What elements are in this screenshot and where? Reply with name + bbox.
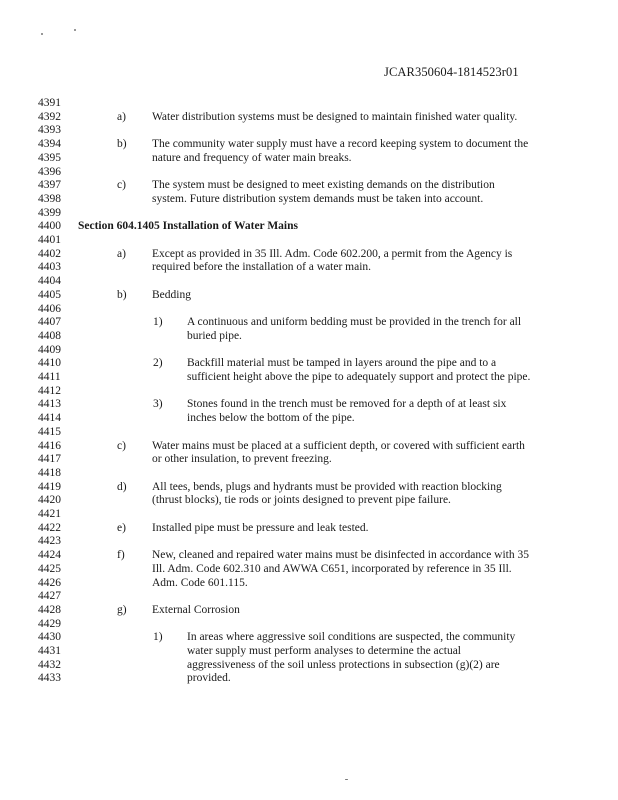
line-number: 4430	[38, 631, 61, 644]
item-text-line: sufficient height above the pipe to adequately support and protect the pipe.	[187, 371, 531, 383]
line-number: 4396	[38, 165, 61, 178]
item-text-line: The system must be designed to meet existing demands on the distribution	[152, 179, 495, 192]
line-number: 4401	[38, 234, 61, 246]
line-number: 4414	[38, 412, 61, 425]
item-text-line: or other insulation, to prevent freezing.	[152, 453, 332, 466]
line-number: 4398	[38, 192, 61, 205]
item-text-line: The community water supply must have a record keeping system to document the	[152, 138, 529, 151]
item-text-line: External Corrosion	[152, 603, 240, 616]
item-label: b)	[117, 138, 127, 151]
line-number: 4431	[38, 645, 61, 657]
item-label: b)	[117, 288, 127, 301]
line-number: 4406	[38, 302, 61, 315]
item-label: d)	[117, 480, 127, 493]
item-text-line: provided.	[187, 672, 231, 685]
line-number: 4393	[38, 124, 61, 137]
item-text-line: Installed pipe must be pressure and leak tested.	[152, 521, 369, 534]
scan-speck	[41, 33, 43, 35]
scan-speck	[74, 29, 76, 31]
item-label: c)	[117, 439, 126, 452]
line-number: 4407	[38, 316, 61, 329]
item-text-line: New, cleaned and repaired water mains must be disinfected in accordance with 35	[152, 549, 530, 562]
item-text-line: (thrust blocks), tie rods or joints designed to prevent pipe failure.	[152, 494, 451, 507]
item-text-line: Backfill material must be tamped in layers around the pipe and to a	[187, 357, 497, 370]
item-text-line: buried pipe.	[187, 329, 242, 342]
line-number: 4429	[38, 617, 61, 630]
item-label: 1)	[153, 316, 163, 329]
line-number: 4423	[38, 535, 61, 548]
line-number: 4419	[38, 480, 61, 493]
item-text-line: Water distribution systems must be designed to maintain finished water quality.	[152, 110, 518, 123]
item-text-line: Water mains must be placed at a sufficient depth, or covered with sufficient earth	[152, 439, 525, 452]
item-text-line: Bedding	[152, 288, 191, 301]
line-number: 4394	[38, 138, 61, 151]
line-number: 4427	[38, 590, 61, 603]
line-number: 4421	[38, 508, 61, 520]
line-number: 4400	[38, 220, 61, 233]
line-number: 4409	[38, 343, 61, 356]
item-label: e)	[117, 521, 126, 534]
line-number: 4426	[38, 576, 61, 589]
item-text-line: Except as provided in 35 Ill. Adm. Code 602.200, a permit from the Agency is	[152, 247, 513, 260]
section-heading: Section 604.1405 Installation of Water Mains	[78, 220, 298, 233]
line-number: 4397	[38, 179, 61, 192]
line-number: 4411	[38, 371, 61, 383]
item-label: a)	[117, 110, 126, 123]
scan-speck	[345, 779, 348, 780]
item-text-line: inches below the bottom of the pipe.	[187, 412, 355, 425]
item-text-line: In areas where aggressive soil conditions are suspected, the community	[187, 631, 516, 644]
line-number: 4433	[38, 672, 61, 685]
line-number: 4415	[38, 425, 61, 438]
item-text-line: Stones found in the trench must be removed for a depth of at least six	[187, 398, 507, 411]
line-number: 4412	[38, 384, 61, 397]
item-label: 2)	[153, 357, 163, 370]
item-text-line: Ill. Adm. Code 602.310 and AWWA C651, incorporated by reference in 35 Ill.	[152, 562, 512, 575]
line-number: 4391	[38, 97, 61, 109]
item-label: g)	[117, 603, 127, 616]
line-number: 4395	[38, 151, 61, 164]
item-text-line: Adm. Code 601.115.	[152, 576, 248, 589]
line-number: 4420	[38, 494, 61, 507]
item-label: 1)	[153, 631, 163, 644]
item-label: c)	[117, 179, 126, 192]
item-label: 3)	[153, 398, 163, 411]
line-number: 4413	[38, 398, 61, 411]
item-text-line: water supply must perform analyses to determine the actual	[187, 645, 461, 657]
item-label: f)	[117, 549, 125, 562]
line-number: 4425	[38, 562, 61, 575]
item-text-line: required before the installation of a water main.	[152, 261, 372, 274]
item-text-line: A continuous and uniform bedding must be provided in the trench for all	[187, 316, 522, 329]
line-number: 4418	[38, 466, 61, 479]
line-number: 4422	[38, 521, 61, 534]
line-number: 4416	[38, 439, 61, 452]
line-number: 4428	[38, 603, 61, 616]
line-number: 4392	[38, 110, 61, 123]
item-label: a)	[117, 247, 126, 260]
line-number: 4417	[38, 453, 61, 466]
line-number: 4405	[38, 288, 61, 301]
line-number: 4424	[38, 549, 61, 562]
document-header-id: JCAR350604-1814523r01	[384, 65, 519, 79]
line-number: 4404	[38, 275, 61, 288]
line-number: 4432	[38, 658, 61, 671]
item-text-line: All tees, bends, plugs and hydrants must be provided with reaction blocking	[152, 480, 502, 493]
line-number: 4399	[38, 206, 61, 219]
line-number: 4403	[38, 261, 61, 274]
line-number: 4408	[38, 329, 61, 342]
item-text-line: system. Future distribution system demands must be taken into account.	[152, 192, 484, 205]
item-text-line: aggressiveness of the soil unless protections in subsection (g)(2) are	[187, 658, 500, 671]
line-number: 4402	[38, 247, 61, 260]
item-text-line: nature and frequency of water main breaks.	[152, 151, 352, 164]
line-number: 4410	[38, 357, 61, 370]
